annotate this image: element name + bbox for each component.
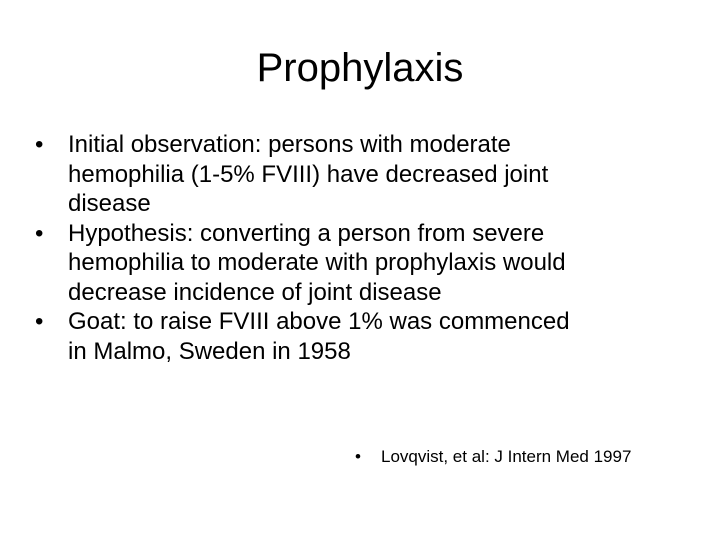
reference-text: Lovqvist, et al: J Intern Med 1997 [381, 447, 632, 466]
bullet-line: hemophilia to moderate with prophylaxis would [68, 249, 566, 276]
bullet-line: Goat: to raise FVIII above 1% was commenced [68, 308, 570, 335]
bullet-line: hemophilia (1-5% FVIII) have decreased joint [68, 160, 549, 188]
bullet-marker: • [35, 308, 44, 335]
bullet-item-observation [0, 130, 720, 219]
bullet-item-hypothesis [0, 219, 720, 308]
bullet-list [0, 130, 720, 366]
bullet-line: decrease incidence of joint disease [68, 278, 442, 306]
bullet-marker: • [35, 219, 44, 247]
slide-title: Prophylaxis [256, 46, 464, 90]
bullet-marker: • [35, 131, 44, 158]
bullet-marker: • [355, 447, 361, 466]
bullet-line: in Malmo, Sweden in 1958 [68, 337, 351, 365]
bullet-item-goal [0, 307, 720, 366]
reference-citation [355, 446, 631, 468]
bullet-line: Hypothesis: converting a person from severe [68, 219, 545, 247]
bullet-line: Initial observation: persons with moderate [68, 131, 511, 158]
bullet-line: disease [68, 190, 151, 217]
